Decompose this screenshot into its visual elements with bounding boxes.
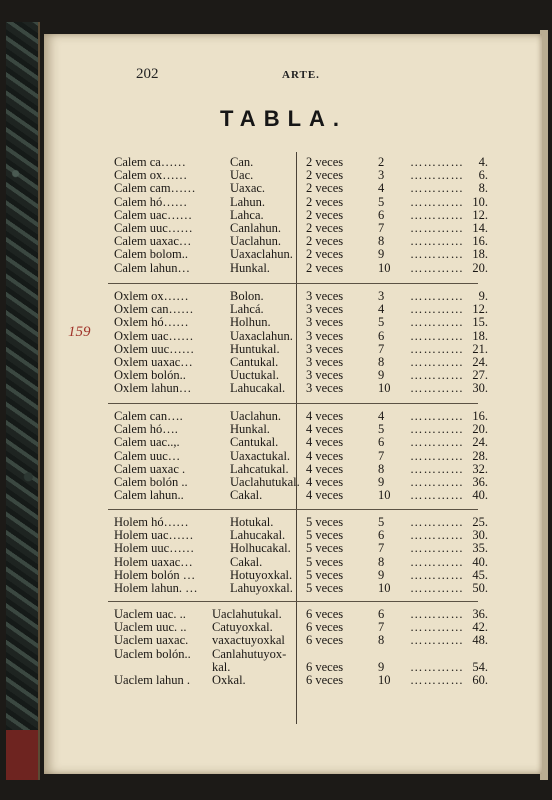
table-row: [114, 343, 514, 356]
term-name: Oxlem bolón..: [114, 368, 186, 383]
factor: 9: [378, 474, 385, 489]
factor: 6: [378, 328, 385, 343]
term-value: Uuctukal.: [230, 368, 279, 383]
table-row: [114, 556, 514, 569]
term-name: Uaclem uuc. ..: [114, 620, 187, 635]
term-value: Holhun.: [230, 315, 271, 330]
binding-corner: [6, 730, 38, 780]
term-value: Uaxaclahun.: [230, 247, 293, 262]
factor: 4: [378, 181, 385, 196]
product: 18.: [472, 247, 488, 262]
multiplier: 2 veces: [306, 207, 344, 222]
multiplier: 6 veces: [306, 620, 344, 635]
term-value: Hunkal.: [230, 260, 270, 275]
product: 4.: [478, 155, 488, 169]
term-value: Uac.: [230, 168, 254, 183]
leader-dots: …………: [410, 461, 464, 476]
factor: 9: [378, 247, 385, 262]
table-row: [114, 182, 514, 195]
leader-dots: …………: [410, 207, 464, 222]
multiplier: 4 veces: [306, 435, 344, 450]
term-name: Uaclem uac. ..: [114, 607, 186, 621]
multiplier: 3 veces: [306, 302, 344, 317]
multiplier: 2 veces: [306, 181, 344, 196]
product: 32.: [472, 461, 488, 476]
product: 36.: [472, 607, 488, 621]
leader-dots: …………: [410, 155, 464, 169]
term-name: Oxlem uaxac…: [114, 354, 193, 369]
multiplier: 2 veces: [306, 155, 344, 169]
multiplier: 4 veces: [306, 409, 344, 423]
product: 50.: [472, 580, 488, 595]
multiplier: 2 veces: [306, 260, 344, 275]
leader-dots: …………: [410, 168, 464, 183]
factor: 6: [378, 435, 385, 450]
multiplier: 5 veces: [306, 528, 344, 543]
multiplier: 5 veces: [306, 554, 344, 569]
product: 24.: [472, 354, 488, 369]
table-title: TABLA.: [220, 106, 348, 131]
multiplier: 5 veces: [306, 580, 344, 595]
term-name: Calem ca……: [114, 155, 186, 169]
page-number: 202: [136, 66, 159, 82]
leader-dots: …………: [410, 488, 464, 503]
leader-dots: …………: [410, 409, 464, 423]
term-name: Calem uuc……: [114, 220, 193, 235]
factor: 4: [378, 302, 385, 317]
term-value: Lahuyoxkal.: [230, 580, 293, 595]
term-value: Can.: [230, 155, 254, 169]
term-value: Holhucakal.: [230, 541, 291, 556]
table-row: [114, 648, 514, 661]
multiplier: 2 veces: [306, 247, 344, 262]
table-row: [114, 196, 514, 209]
product: 21.: [472, 341, 488, 356]
product: 12.: [472, 302, 488, 317]
term-name: Calem uac..,.: [114, 435, 180, 450]
leader-dots: …………: [410, 448, 464, 463]
multiplier: 6 veces: [306, 672, 344, 687]
factor: 3: [378, 289, 385, 303]
multiplier: 5 veces: [306, 567, 344, 582]
leader-dots: …………: [410, 422, 464, 437]
factor: 6: [378, 528, 385, 543]
group-separator: [108, 601, 478, 602]
product: 20.: [472, 422, 488, 437]
multiplier: 3 veces: [306, 341, 344, 356]
multiplier: 6 veces: [306, 633, 344, 648]
table-row: [114, 316, 514, 329]
term-name: Holem uac……: [114, 528, 194, 543]
product: 45.: [472, 567, 488, 582]
factor: 10: [378, 488, 391, 503]
multiplier: 2 veces: [306, 194, 344, 209]
leader-dots: …………: [410, 234, 464, 249]
term-value: Bolon.: [230, 289, 264, 303]
term-name: Oxlem uuc……: [114, 341, 195, 356]
term-value: Lahcatukal.: [230, 461, 289, 476]
group-separator: [108, 509, 478, 510]
factor: 10: [378, 580, 391, 595]
term-name: Calem uac……: [114, 207, 193, 222]
table-row: [114, 262, 514, 275]
term-name: Holem bolón …: [114, 567, 196, 582]
leader-dots: …………: [410, 567, 464, 582]
term-value: Lahucakal.: [230, 528, 286, 543]
product: 16.: [472, 234, 488, 249]
multiplier: 2 veces: [306, 234, 344, 249]
page-header: [44, 66, 542, 86]
factor: 7: [378, 448, 385, 463]
product: 6.: [478, 168, 488, 183]
leader-dots: …………: [410, 580, 464, 595]
term-value: Cakal.: [230, 554, 263, 569]
leader-dots: …………: [410, 194, 464, 209]
table-row: [114, 661, 514, 674]
table-group: [114, 516, 514, 595]
term-name: Calem hó….: [114, 422, 178, 437]
term-name: Calem uaxac…: [114, 234, 192, 249]
multiplier: 3 veces: [306, 354, 344, 369]
term-name: Calem uuc…: [114, 448, 181, 463]
term-value: Oxkal.: [212, 672, 246, 687]
term-name: Holem uaxac…: [114, 554, 193, 569]
leader-dots: …………: [410, 341, 464, 356]
table-row: [114, 450, 514, 463]
term-value: Lahun.: [230, 194, 266, 209]
factor: 8: [378, 234, 385, 249]
term-value: Canlahutuyox-: [212, 646, 287, 661]
factor: 7: [378, 620, 385, 635]
table-row: [114, 634, 514, 647]
leader-dots: …………: [410, 672, 464, 687]
factor: 10: [378, 381, 391, 396]
term-name: Calem cam……: [114, 181, 196, 196]
factor: 2: [378, 155, 385, 169]
term-value: Cantukal.: [230, 435, 279, 450]
term-value: Cakal.: [230, 488, 263, 503]
term-value: vaxactuyoxkal: [212, 633, 285, 648]
table-row: [114, 330, 514, 343]
leader-dots: …………: [410, 633, 464, 648]
running-head: ARTE.: [282, 69, 320, 81]
group-separator: [108, 403, 478, 404]
leader-dots: …………: [410, 474, 464, 489]
leader-dots: …………: [410, 381, 464, 396]
leader-dots: …………: [410, 220, 464, 235]
leader-dots: …………: [410, 620, 464, 635]
multiplier: 4 veces: [306, 422, 344, 437]
factor: 7: [378, 220, 385, 235]
table-row: [114, 248, 514, 261]
leader-dots: …………: [410, 354, 464, 369]
leader-dots: …………: [410, 289, 464, 303]
leader-dots: …………: [410, 554, 464, 569]
table-row: [114, 569, 514, 582]
multiplier: 2 veces: [306, 168, 344, 183]
factor: 9: [378, 659, 385, 674]
leader-dots: …………: [410, 515, 464, 529]
term-value: Catuyoxkal.: [212, 620, 273, 635]
product: 42.: [472, 620, 488, 635]
table-row: [114, 436, 514, 449]
multiplier: 4 veces: [306, 448, 344, 463]
factor: 8: [378, 633, 385, 648]
term-value: Uaclahun.: [230, 234, 282, 249]
factor: 6: [378, 207, 385, 222]
term-name: Oxlem ox……: [114, 289, 189, 303]
term-name: Oxlem uac……: [114, 328, 194, 343]
term-name: Uaclem uaxac.: [114, 633, 189, 648]
table-group: [114, 410, 514, 502]
product: 9.: [478, 289, 488, 303]
term-name: Holem uuc……: [114, 541, 195, 556]
factor: 8: [378, 354, 385, 369]
leader-dots: …………: [410, 315, 464, 330]
leader-dots: …………: [410, 368, 464, 383]
product: 25.: [472, 515, 488, 529]
term-name: Calem ox……: [114, 168, 188, 183]
term-name: Oxlem lahun…: [114, 381, 192, 396]
product: 18.: [472, 328, 488, 343]
multiplier: 4 veces: [306, 488, 344, 503]
factor: 5: [378, 315, 385, 330]
term-value: Uaxac.: [230, 181, 266, 196]
term-value: Hunkal.: [230, 422, 270, 437]
handwritten-margin-note: 159: [68, 324, 91, 340]
product: 16.: [472, 409, 488, 423]
table-group: [114, 290, 514, 396]
term-value: Huntukal.: [230, 341, 280, 356]
product: 24.: [472, 435, 488, 450]
product: 30.: [472, 381, 488, 396]
table-group: [114, 156, 514, 275]
leader-dots: …………: [410, 607, 464, 621]
factor: 7: [378, 541, 385, 556]
leader-dots: …………: [410, 302, 464, 317]
term-value: Uaxactukal.: [230, 448, 291, 463]
multiplier: 3 veces: [306, 289, 344, 303]
product: 48.: [472, 633, 488, 648]
term-name: Holem lahun. …: [114, 580, 198, 595]
product: 28.: [472, 448, 488, 463]
term-value: Lahucakal.: [230, 381, 286, 396]
term-value: Uaclahutukal.: [212, 607, 282, 621]
table-row: [114, 542, 514, 555]
term-name: Calem bolom..: [114, 247, 188, 262]
multiplier: 3 veces: [306, 328, 344, 343]
term-name: Oxlem hó……: [114, 315, 189, 330]
factor: 9: [378, 368, 385, 383]
multiplier: 3 veces: [306, 381, 344, 396]
term-name: Calem hó……: [114, 194, 188, 209]
multiplier: 3 veces: [306, 368, 344, 383]
term-name: Calem can….: [114, 409, 183, 423]
product: 27.: [472, 368, 488, 383]
product: 12.: [472, 207, 488, 222]
multiplier: 2 veces: [306, 220, 344, 235]
factor: 9: [378, 567, 385, 582]
multiplier: 3 veces: [306, 315, 344, 330]
term-name: Uaclem lahun .: [114, 672, 191, 687]
factor: 6: [378, 607, 385, 621]
table-row: [114, 489, 514, 502]
multiplier: 5 veces: [306, 515, 344, 529]
factor: 10: [378, 260, 391, 275]
leader-dots: …………: [410, 528, 464, 543]
term-name: Uaclem bolón..: [114, 646, 191, 661]
factor: 5: [378, 515, 385, 529]
term-name: Calem bolón ..: [114, 474, 188, 489]
leader-dots: …………: [410, 328, 464, 343]
term-value: Uaxaclahun.: [230, 328, 293, 343]
product: 36.: [472, 474, 488, 489]
leader-dots: …………: [410, 247, 464, 262]
multiplier: 6 veces: [306, 607, 344, 621]
factor: 7: [378, 341, 385, 356]
leader-dots: …………: [410, 659, 464, 674]
product: 15.: [472, 315, 488, 330]
table-row: [114, 463, 514, 476]
term-value: Hotuyoxkal.: [230, 567, 293, 582]
term-value: Lahcá.: [230, 302, 264, 317]
product: 20.: [472, 260, 488, 275]
table-row: [114, 209, 514, 222]
product: 60.: [472, 672, 488, 687]
table-row: [114, 674, 514, 687]
factor: 3: [378, 168, 385, 183]
multiplier: 4 veces: [306, 474, 344, 489]
product: 14.: [472, 220, 488, 235]
multiplier: 4 veces: [306, 461, 344, 476]
term-value: Hotukal.: [230, 515, 274, 529]
factor: 8: [378, 554, 385, 569]
term-name: Holem hó……: [114, 515, 189, 529]
product: 54.: [472, 659, 488, 674]
multiplier: 5 veces: [306, 541, 344, 556]
table-row: [114, 382, 514, 395]
product: 10.: [472, 194, 488, 209]
term-name: Oxlem can……: [114, 302, 194, 317]
table-group: [114, 608, 514, 687]
product: 35.: [472, 541, 488, 556]
factor: 10: [378, 672, 391, 687]
term-value: kal.: [212, 659, 231, 674]
factor: 5: [378, 194, 385, 209]
factor: 4: [378, 409, 385, 423]
term-value: Canlahun.: [230, 220, 282, 235]
book-binding: [6, 22, 40, 780]
term-name: Calem lahun..: [114, 488, 184, 503]
group-separator: [108, 283, 478, 284]
factor: 8: [378, 461, 385, 476]
product: 30.: [472, 528, 488, 543]
leader-dots: …………: [410, 435, 464, 450]
multiplier: 6 veces: [306, 659, 344, 674]
product: 8.: [478, 181, 488, 196]
term-value: Cantukal.: [230, 354, 279, 369]
leader-dots: …………: [410, 260, 464, 275]
term-value: Uaclahun.: [230, 409, 282, 423]
leader-dots: …………: [410, 181, 464, 196]
term-name: Calem lahun…: [114, 260, 191, 275]
term-value: Uaclahutukal.: [230, 474, 300, 489]
term-name: Calem uaxac .: [114, 461, 186, 476]
product: 40.: [472, 488, 488, 503]
leader-dots: …………: [410, 541, 464, 556]
term-value: Lahca.: [230, 207, 264, 222]
book-page: [44, 34, 542, 774]
factor: 5: [378, 422, 385, 437]
table-row: [114, 582, 514, 595]
product: 40.: [472, 554, 488, 569]
